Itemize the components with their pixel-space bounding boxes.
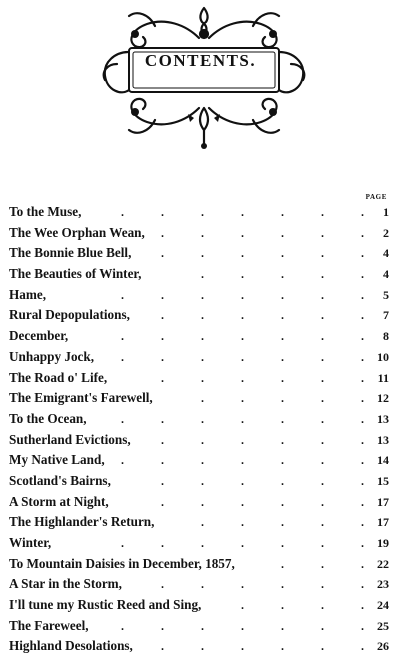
leader-dot: . — [201, 453, 204, 468]
toc-entry — [9, 574, 391, 595]
leader-dot: . — [281, 453, 284, 468]
leader-dot: . — [201, 267, 204, 282]
dot-leader — [9, 243, 391, 264]
leader-dot: . — [281, 639, 284, 654]
leader-dot: . — [161, 618, 164, 633]
leader-dot: . — [361, 556, 364, 571]
toc-entry-title: A Storm at Night, — [9, 493, 109, 509]
toc-entry-title: The Bonnie Blue Bell, — [9, 245, 132, 261]
toc-entry — [9, 554, 391, 575]
leader-dot: . — [361, 267, 364, 282]
leader-dot: . — [361, 618, 364, 633]
leader-dot: . — [201, 246, 204, 261]
leader-dot: . — [281, 308, 284, 323]
leader-dot: . — [121, 536, 124, 550]
toc-entry-page: 7 — [383, 308, 389, 323]
toc-entry-title: Scotland's Bairns, — [9, 472, 111, 488]
leader-dot: . — [321, 370, 324, 385]
leader-dot: . — [361, 411, 364, 426]
dot-leader — [9, 326, 391, 347]
leader-dot: . — [161, 453, 164, 468]
dot-leader — [9, 616, 391, 637]
leader-dot: . — [121, 618, 124, 633]
toc-entry — [9, 326, 391, 347]
leader-dot: . — [161, 308, 164, 323]
dot-leader — [9, 492, 391, 513]
dot-leader — [9, 450, 391, 471]
leader-dot: . — [201, 205, 204, 219]
leader-dot: . — [321, 598, 324, 613]
leader-dot: . — [161, 349, 164, 364]
dot-leader — [9, 202, 391, 223]
leader-dot: . — [361, 287, 364, 302]
toc-entry-page: 25 — [377, 618, 389, 633]
leader-dot: . — [361, 453, 364, 468]
leader-dot: . — [161, 473, 164, 488]
dot-leader — [9, 471, 391, 492]
toc-entry-page: 23 — [377, 577, 389, 592]
toc-entry-title: Unhappy Jock, — [9, 348, 95, 364]
leader-dot: . — [161, 329, 164, 344]
leader-dot: . — [201, 329, 204, 344]
toc-entry — [9, 368, 391, 389]
toc-entry-title: Hame, — [9, 286, 46, 302]
leader-dot: . — [321, 432, 324, 447]
leader-dot: . — [241, 453, 244, 468]
toc-entry-page: 17 — [377, 494, 389, 509]
leader-dot: . — [361, 205, 364, 219]
leader-dot: . — [281, 618, 284, 633]
leader-dot: . — [281, 329, 284, 344]
leader-dot: . — [201, 225, 204, 240]
toc-entry-page: 4 — [383, 246, 389, 261]
toc-entry-title: Highland Desolations, — [9, 638, 133, 654]
toc-entry-page: 13 — [377, 411, 389, 426]
toc-entry-page: 17 — [377, 515, 389, 530]
toc-entry-title: The Beauties of Winter, — [9, 266, 142, 282]
leader-dot: . — [121, 205, 124, 219]
toc-entry-title: Sutherland Evictions, — [9, 431, 131, 447]
toc-entry-page: 8 — [383, 329, 389, 344]
leader-dot: . — [161, 639, 164, 654]
leader-dot: . — [241, 639, 244, 654]
leader-dot: . — [121, 453, 124, 468]
dot-leader — [9, 533, 391, 554]
dot-leader — [9, 305, 391, 326]
leader-dot: . — [121, 287, 124, 302]
leader-dot: . — [201, 411, 204, 426]
leader-dot: . — [281, 411, 284, 426]
dot-leader — [9, 388, 391, 409]
toc-entry — [9, 492, 391, 513]
leader-dot: . — [201, 639, 204, 654]
leader-dot: . — [241, 225, 244, 240]
leader-dot: . — [361, 432, 364, 447]
toc-entry — [9, 305, 391, 326]
leader-dot: . — [241, 432, 244, 447]
leader-dot: . — [241, 246, 244, 261]
leader-dot: . — [361, 536, 364, 550]
dot-leader — [9, 285, 391, 306]
leader-dot: . — [321, 536, 324, 550]
toc-entry-title: A Star in the Storm, — [9, 576, 122, 592]
leader-dot: . — [241, 349, 244, 364]
leader-dot: . — [361, 349, 364, 364]
toc-entry — [9, 430, 391, 451]
leader-dot: . — [321, 453, 324, 468]
leader-dot: . — [281, 473, 284, 488]
toc-entry-title: The Highlander's Return, — [9, 514, 155, 530]
toc-entry-title: The Emigrant's Farewell, — [9, 390, 153, 406]
leader-dot: . — [361, 473, 364, 488]
leader-dot: . — [361, 515, 364, 530]
toc-entry-page: 1 — [383, 205, 389, 219]
leader-dot: . — [161, 494, 164, 509]
toc-entry-page: 13 — [377, 432, 389, 447]
leader-dot: . — [241, 473, 244, 488]
toc-entry-page: 5 — [383, 287, 389, 302]
leader-dot: . — [201, 308, 204, 323]
dot-leader — [9, 368, 391, 389]
leader-dot: . — [281, 349, 284, 364]
leader-dot: . — [241, 308, 244, 323]
leader-dot: . — [161, 370, 164, 385]
dot-leader — [9, 554, 391, 575]
leader-dot: . — [321, 411, 324, 426]
leader-dot: . — [361, 246, 364, 261]
leader-dot: . — [281, 370, 284, 385]
toc-entry-title: My Native Land, — [9, 452, 105, 468]
page-column-heading: PAGE — [365, 193, 387, 201]
leader-dot: . — [241, 205, 244, 219]
toc-entry-page: 19 — [377, 536, 389, 550]
toc-entry-page: 11 — [377, 370, 389, 385]
leader-dot: . — [161, 577, 164, 592]
leader-dot: . — [321, 287, 324, 302]
leader-dot: . — [241, 267, 244, 282]
toc-entry-page: 4 — [383, 267, 389, 282]
leader-dot: . — [321, 391, 324, 406]
toc-entry — [9, 533, 391, 554]
leader-dot: . — [361, 639, 364, 654]
page-title: CONTENTS. — [144, 51, 257, 70]
dot-leader — [9, 574, 391, 595]
leader-dot: . — [201, 536, 204, 550]
leader-dot: . — [241, 370, 244, 385]
leader-dot: . — [241, 515, 244, 530]
toc-entry-page: 10 — [377, 349, 389, 364]
leader-dot: . — [281, 556, 284, 571]
leader-dot: . — [321, 618, 324, 633]
toc-entry — [9, 285, 391, 306]
leader-dot: . — [201, 370, 204, 385]
toc-entry-title: The Fareweel, — [9, 617, 89, 633]
leader-dot: . — [281, 536, 284, 550]
dot-leader — [9, 430, 391, 451]
leader-dot: . — [361, 225, 364, 240]
ornamental-cartouche — [95, 4, 313, 152]
dot-leader — [9, 347, 391, 368]
toc-entry — [9, 264, 391, 285]
dot-leader — [9, 409, 391, 430]
leader-dot: . — [241, 598, 244, 613]
leader-dot: . — [241, 577, 244, 592]
leader-dot: . — [321, 225, 324, 240]
leader-dot: . — [281, 598, 284, 613]
toc-entry-title: To the Ocean, — [9, 410, 87, 426]
leader-dot: . — [281, 267, 284, 282]
leader-dot: . — [321, 349, 324, 364]
toc-entry — [9, 409, 391, 430]
leader-dot: . — [321, 473, 324, 488]
leader-dot: . — [361, 370, 364, 385]
leader-dot: . — [241, 329, 244, 344]
toc-entry — [9, 347, 391, 368]
leader-dot: . — [201, 432, 204, 447]
toc-entry-title: To Mountain Daisies in December, 1857, — [9, 555, 235, 571]
leader-dot: . — [201, 391, 204, 406]
leader-dot: . — [201, 515, 204, 530]
leader-dot: . — [161, 536, 164, 550]
toc-entry — [9, 223, 391, 244]
leader-dot: . — [321, 556, 324, 571]
leader-dot: . — [121, 411, 124, 426]
toc-entry-page: 22 — [377, 556, 389, 571]
toc-entry — [9, 471, 391, 492]
leader-dot: . — [321, 577, 324, 592]
leader-dot: . — [201, 349, 204, 364]
toc-entry — [9, 512, 391, 533]
toc-entry-page: 14 — [377, 453, 389, 468]
toc-entry-title: To the Muse, — [9, 204, 82, 219]
leader-dot: . — [161, 432, 164, 447]
leader-dot: . — [201, 577, 204, 592]
leader-dot: . — [241, 287, 244, 302]
leader-dot: . — [361, 494, 364, 509]
toc-entry-title: The Wee Orphan Wean, — [9, 224, 145, 240]
leader-dot: . — [241, 391, 244, 406]
toc-entry-page: 26 — [377, 639, 389, 654]
leader-dot: . — [321, 205, 324, 219]
toc-entry — [9, 616, 391, 637]
leader-dot: . — [321, 515, 324, 530]
leader-dot: . — [161, 246, 164, 261]
leader-dot: . — [361, 598, 364, 613]
leader-dot: . — [121, 329, 124, 344]
toc-entry-page: 15 — [377, 473, 389, 488]
toc-entry — [9, 202, 391, 223]
toc-entry — [9, 595, 391, 616]
leader-dot: . — [321, 267, 324, 282]
leader-dot: . — [281, 515, 284, 530]
table-of-contents — [9, 202, 391, 657]
leader-dot: . — [241, 411, 244, 426]
dot-leader — [9, 264, 391, 285]
leader-dot: . — [321, 329, 324, 344]
toc-entry — [9, 388, 391, 409]
leader-dot: . — [281, 577, 284, 592]
leader-dot: . — [161, 287, 164, 302]
toc-entry — [9, 243, 391, 264]
leader-dot: . — [241, 618, 244, 633]
leader-dot: . — [201, 618, 204, 633]
toc-entry — [9, 450, 391, 471]
leader-dot: . — [361, 308, 364, 323]
toc-entry-page: 24 — [377, 598, 389, 613]
toc-entry-title: Rural Depopulations, — [9, 307, 130, 323]
leader-dot: . — [241, 494, 244, 509]
leader-dot: . — [281, 287, 284, 302]
leader-dot: . — [361, 329, 364, 344]
leader-dot: . — [201, 287, 204, 302]
leader-dot: . — [161, 225, 164, 240]
toc-entry-title: December, — [9, 328, 69, 344]
toc-entry-title: Winter, — [9, 535, 52, 550]
leader-dot: . — [281, 432, 284, 447]
leader-dot: . — [281, 494, 284, 509]
leader-dot: . — [201, 494, 204, 509]
leader-dot: . — [361, 391, 364, 406]
leader-dot: . — [321, 494, 324, 509]
leader-dot: . — [281, 246, 284, 261]
toc-entry-title: The Road o' Life, — [9, 369, 108, 385]
leader-dot: . — [321, 639, 324, 654]
dot-leader — [9, 223, 391, 244]
leader-dot: . — [281, 205, 284, 219]
leader-dot: . — [281, 225, 284, 240]
leader-dot: . — [281, 391, 284, 406]
leader-dot: . — [241, 536, 244, 550]
toc-entry — [9, 636, 391, 657]
leader-dot: . — [161, 205, 164, 219]
leader-dot: . — [321, 246, 324, 261]
leader-dot: . — [201, 473, 204, 488]
leader-dot: . — [361, 577, 364, 592]
leader-dot: . — [161, 411, 164, 426]
dot-leader — [9, 636, 391, 657]
toc-entry-title: I'll tune my Rustic Reed and Sing, — [9, 597, 202, 613]
toc-entry-page: 2 — [383, 225, 389, 240]
toc-entry-page: 12 — [377, 391, 389, 406]
leader-dot: . — [121, 349, 124, 364]
leader-dot: . — [321, 308, 324, 323]
dot-leader — [9, 512, 391, 533]
dot-leader — [9, 595, 391, 616]
